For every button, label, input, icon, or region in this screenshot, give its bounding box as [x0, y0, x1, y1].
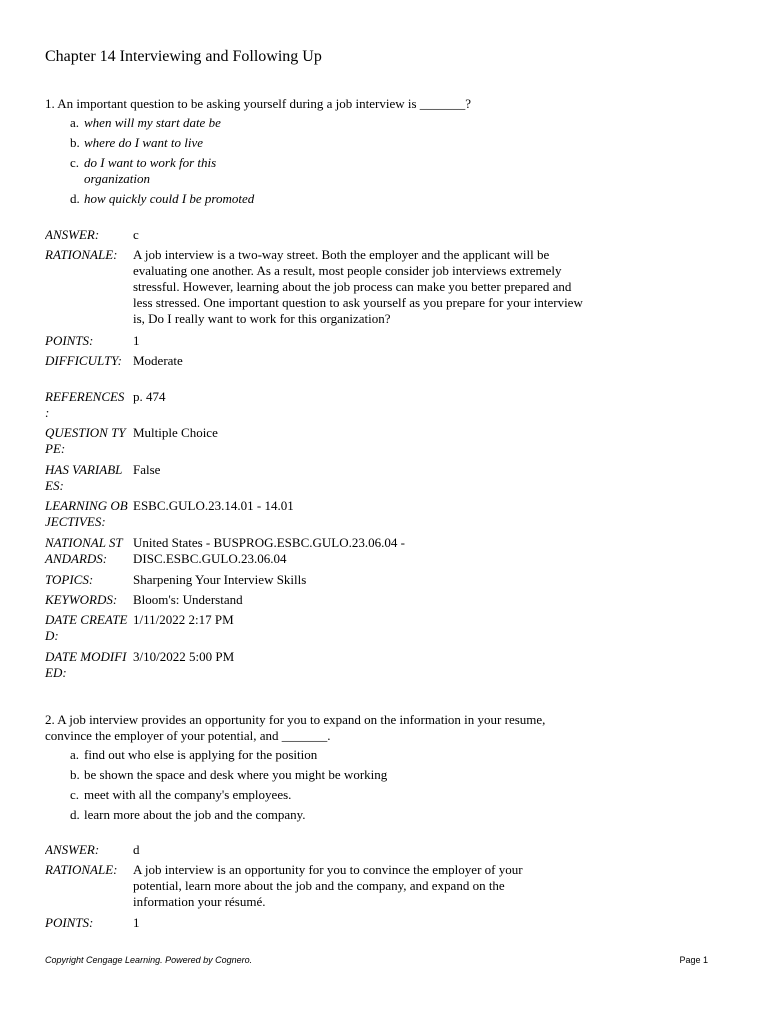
answer-value: c: [133, 227, 139, 242]
question-2-options: [70, 747, 590, 827]
option-c: c. do I want to work for this organization: [70, 155, 217, 186]
rationale-text: A job interview is an opportunity for you to convince the employer of your potential, learn more about the job and the company, and expand on the information your résumé.: [133, 862, 523, 909]
chapter-title: Chapter 14 Interviewing and Following Up: [45, 48, 322, 65]
option-b: b. where do I want to live: [70, 135, 204, 150]
option-c: c. meet with all the company's employees.: [70, 787, 292, 802]
question-2-stem: 2. A job interview provides an opportunity for you to expand on the information in your resume, convince the employer of your potential, and _______.: [45, 712, 546, 743]
question-1-options: [70, 115, 590, 211]
option-d: d. learn more about the job and the company.: [70, 807, 306, 822]
option-b: b. be shown the space and desk where you might be working: [70, 767, 388, 782]
rationale-text: A job interview is a two-way street. Both the employer and the applicant will be evaluating one another. As a result, most people consider job interviews extremely stressful. However, learning about the job process can make you better prepared and less stressed. One important question to ask yourself as you prepare for your interview is, Do I really want to work for this organization?: [133, 247, 583, 326]
copyright-footer: Copyright Cengage Learning. Powered by Cognero.: [45, 955, 253, 965]
answer-value: d: [133, 842, 140, 857]
document-page: Chapter 14 Interviewing and Following Up 1. An important question to be asking yourself during a job interview is _______? a. when will my start date be b. where do I want to live c. do I want to work for this organization d. how quickly could I be promoted ANSWER: c RATIONALE: A job interview is a two-way street. Both the employer and the applicant will be evaluating one another. As a result, most people consider job interviews extremely stressful. However, learning about the job process can make you better prepared and less stressed. One important question to ask yourself as you prepare for your interview is, Do I really want to work for this organization? POINTS: 1 DIFFICULTY: Moderate REFERENCES : p. 474 QUESTION TY PE: Multiple Choice HAS VARIABL ES: False LEARNING OB JECTIVES: ESBC.GULO.23.14.01 - 14.01 NATIONAL ST ANDARDS: United States - BUSPROG.ESBC.GULO.23.06.04 - DISC.ESBC.GULO.23.06.04 TOPICS: Sharpening Your Interview Skills KEYWORDS: Bloom's: Understand DATE CREATE D: 1/11/2022 2:17 PM DATE MODIFI ED: 3/10/2022 5:00 PM 2. A job interview provides an opportunity for you to expand on the information in your resume, convince the employer of your potential, and _______. a. find out who else is applying for the position b. be shown the space and desk where you might be working c. meet with all the company's employees. d. learn more about the job and the company. ANSWER: d RATIONALE: A job interview is an opportunity for you to convince the employer of your potential, learn more about the job and the company, and expand on the information your résumé. POINTS: 1 Copyright Cengage Learning. Powered by Cognero. Page 1: [45, 48, 708, 965]
page-number: Page 1: [679, 955, 708, 965]
option-d: d. how quickly could I be promoted: [70, 191, 255, 206]
option-a: a. when will my start date be: [70, 115, 221, 130]
option-a: a. find out who else is applying for the position: [70, 747, 318, 762]
question-1-stem: 1. An important question to be asking yourself during a job interview is _______?: [45, 96, 472, 111]
